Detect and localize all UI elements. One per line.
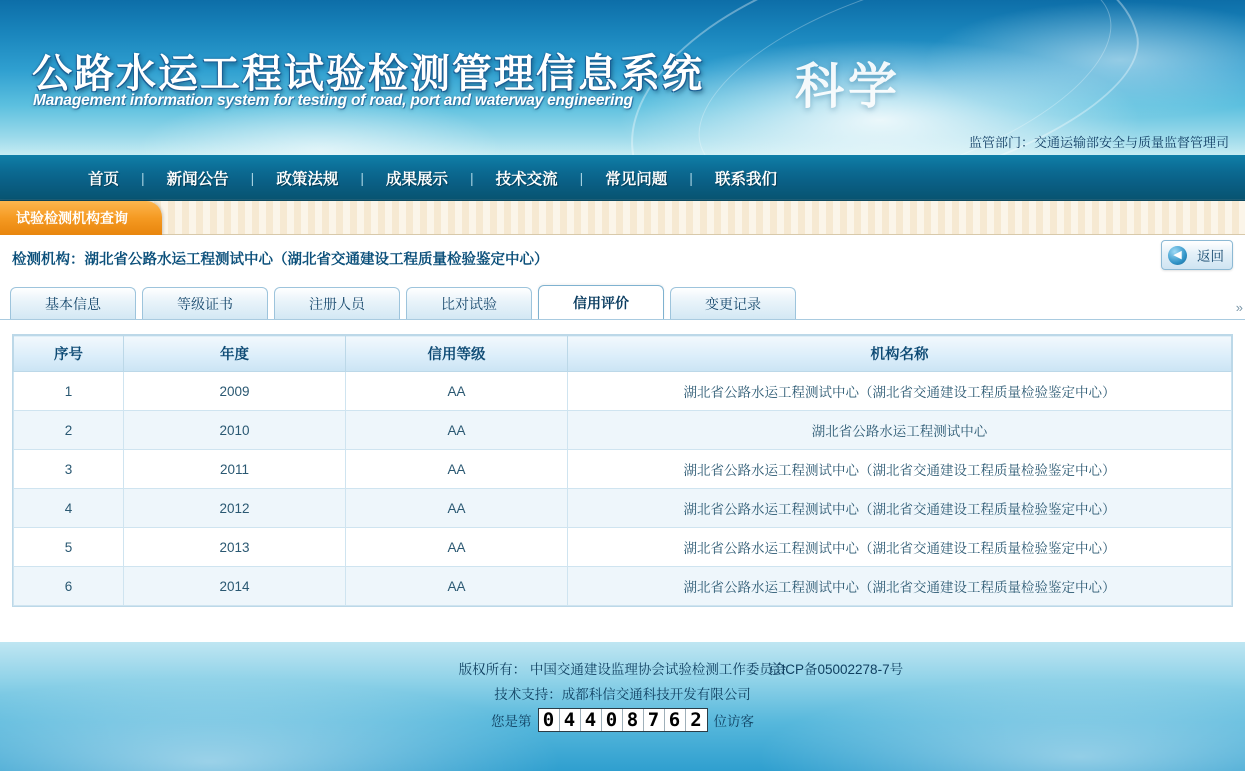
cell-seq: 6 — [14, 567, 124, 606]
table-row — [14, 567, 1232, 606]
visitor-prefix-label: 您是第 — [491, 714, 532, 729]
nav-separator: | — [689, 170, 693, 186]
cell-credit-level: AA — [346, 450, 568, 489]
cell-credit-level: AA — [346, 567, 568, 606]
cell-org-name: 湖北省公路水运工程测试中心（湖北省交通建设工程质量检验鉴定中心） — [568, 372, 1232, 411]
cell-year: 2014 — [124, 567, 346, 606]
table-row — [14, 372, 1232, 411]
detail-tabs — [0, 282, 1245, 320]
cell-year: 2011 — [124, 450, 346, 489]
credit-evaluation-table-container — [12, 334, 1233, 607]
nav-separator: | — [141, 170, 145, 186]
nav-item-policy[interactable]: 政策法规 — [276, 171, 339, 188]
section-header-strip — [0, 201, 1245, 235]
cell-seq: 3 — [14, 450, 124, 489]
back-button-label: 返回 — [1197, 249, 1224, 264]
table-row — [14, 528, 1232, 567]
cell-org-name: 湖北省公路水运工程测试中心（湖北省交通建设工程质量检验鉴定中心） — [568, 567, 1232, 606]
footer-copyright: 版权所有： 中国交通建设监理协会试验检测工作委员会 — [458, 662, 787, 677]
visitor-count-digit: 6 — [665, 709, 686, 731]
organization-info-row — [0, 235, 1245, 282]
site-footer — [0, 642, 1245, 771]
table-row — [14, 411, 1232, 450]
nav-item-tech-exchange[interactable]: 技术交流 — [495, 171, 558, 188]
organization-name-label: 检测机构：湖北省公路水运工程测试中心（湖北省交通建设工程质量检验鉴定中心） — [12, 252, 549, 268]
cell-credit-level: AA — [346, 411, 568, 450]
visitor-count-digit: 7 — [644, 709, 665, 731]
cell-org-name: 湖北省公路水运工程测试中心（湖北省交通建设工程质量检验鉴定中心） — [568, 528, 1232, 567]
tab-grade-certificate[interactable]: 等级证书 — [142, 287, 268, 319]
supervisor-label: 监管部门：交通运输部安全与质量监督管理司 — [968, 135, 1229, 150]
section-title-tab: 试验检测机构查询 — [0, 201, 162, 235]
main-navigation — [0, 155, 1245, 201]
tab-credit-evaluation[interactable]: 信用评价 — [538, 285, 664, 319]
tab-basic-info[interactable]: 基本信息 — [10, 287, 136, 319]
cell-seq: 1 — [14, 372, 124, 411]
nav-item-news[interactable]: 新闻公告 — [166, 171, 229, 188]
nav-separator: | — [360, 170, 364, 186]
credit-evaluation-table — [13, 335, 1232, 606]
nav-item-achievements[interactable]: 成果展示 — [385, 171, 448, 188]
site-title-cn: 公路水运工程试验检测管理信息系统 — [32, 52, 704, 96]
column-header-year: 年度 — [124, 336, 346, 372]
cell-credit-level: AA — [346, 489, 568, 528]
table-header — [14, 336, 1232, 372]
visitor-count-digit: 8 — [623, 709, 644, 731]
visitor-count-digit: 0 — [539, 709, 560, 731]
tab-comparison-test[interactable]: 比对试验 — [406, 287, 532, 319]
cell-year: 2010 — [124, 411, 346, 450]
back-button[interactable] — [1161, 240, 1233, 270]
tab-registered-staff[interactable]: 注册人员 — [274, 287, 400, 319]
site-title-en: Management information system for testing of road, port and waterway engineering — [33, 92, 633, 109]
cell-year: 2013 — [124, 528, 346, 567]
visitor-count-digit: 4 — [581, 709, 602, 731]
nav-item-home[interactable]: 首页 — [88, 171, 120, 188]
cell-org-name: 湖北省公路水运工程测试中心（湖北省交通建设工程质量检验鉴定中心） — [568, 450, 1232, 489]
nav-separator: | — [579, 170, 584, 186]
back-arrow-icon: ◀ — [1168, 246, 1187, 265]
footer-icp-link[interactable]: 京ICP备05002278-7号 — [768, 662, 904, 677]
tab-change-records[interactable]: 变更记录 — [670, 287, 796, 319]
visitor-count-digit: 2 — [690, 709, 702, 731]
column-header-org-name: 机构名称 — [568, 336, 1232, 372]
cell-org-name: 湖北省公路水运工程测试中心 — [568, 411, 1232, 450]
visitor-count-digits — [538, 708, 708, 732]
banner-decor-text: 科学 — [795, 58, 902, 115]
footer-visitor-counter — [0, 708, 1245, 732]
column-header-seq: 序号 — [14, 336, 124, 372]
cell-org-name: 湖北省公路水运工程测试中心（湖北省交通建设工程质量检验鉴定中心） — [568, 489, 1232, 528]
table-header-row — [14, 336, 1232, 372]
cell-year: 2009 — [124, 372, 346, 411]
nav-item-faq[interactable]: 常见问题 — [605, 171, 668, 188]
cell-year: 2012 — [124, 489, 346, 528]
footer-support: 技术支持：成都科信交通科技开发有限公司 — [494, 687, 751, 702]
tabs-overflow-icon[interactable]: » — [1235, 300, 1243, 315]
site-banner — [0, 0, 1245, 155]
table-row — [14, 489, 1232, 528]
cell-credit-level: AA — [346, 528, 568, 567]
column-header-credit-level: 信用等级 — [346, 336, 568, 372]
visitor-count-digit: 0 — [602, 709, 623, 731]
nav-item-contact[interactable]: 联系我们 — [714, 171, 777, 188]
nav-separator: | — [469, 170, 474, 186]
table-body — [14, 372, 1232, 606]
cell-credit-level: AA — [346, 372, 568, 411]
visitor-count-digit: 4 — [560, 709, 581, 731]
nav-separator: | — [250, 170, 255, 186]
cell-seq: 2 — [14, 411, 124, 450]
visitor-suffix-label: 位访客 — [713, 714, 754, 729]
table-row — [14, 450, 1232, 489]
cell-seq: 4 — [14, 489, 124, 528]
cell-seq: 5 — [14, 528, 124, 567]
